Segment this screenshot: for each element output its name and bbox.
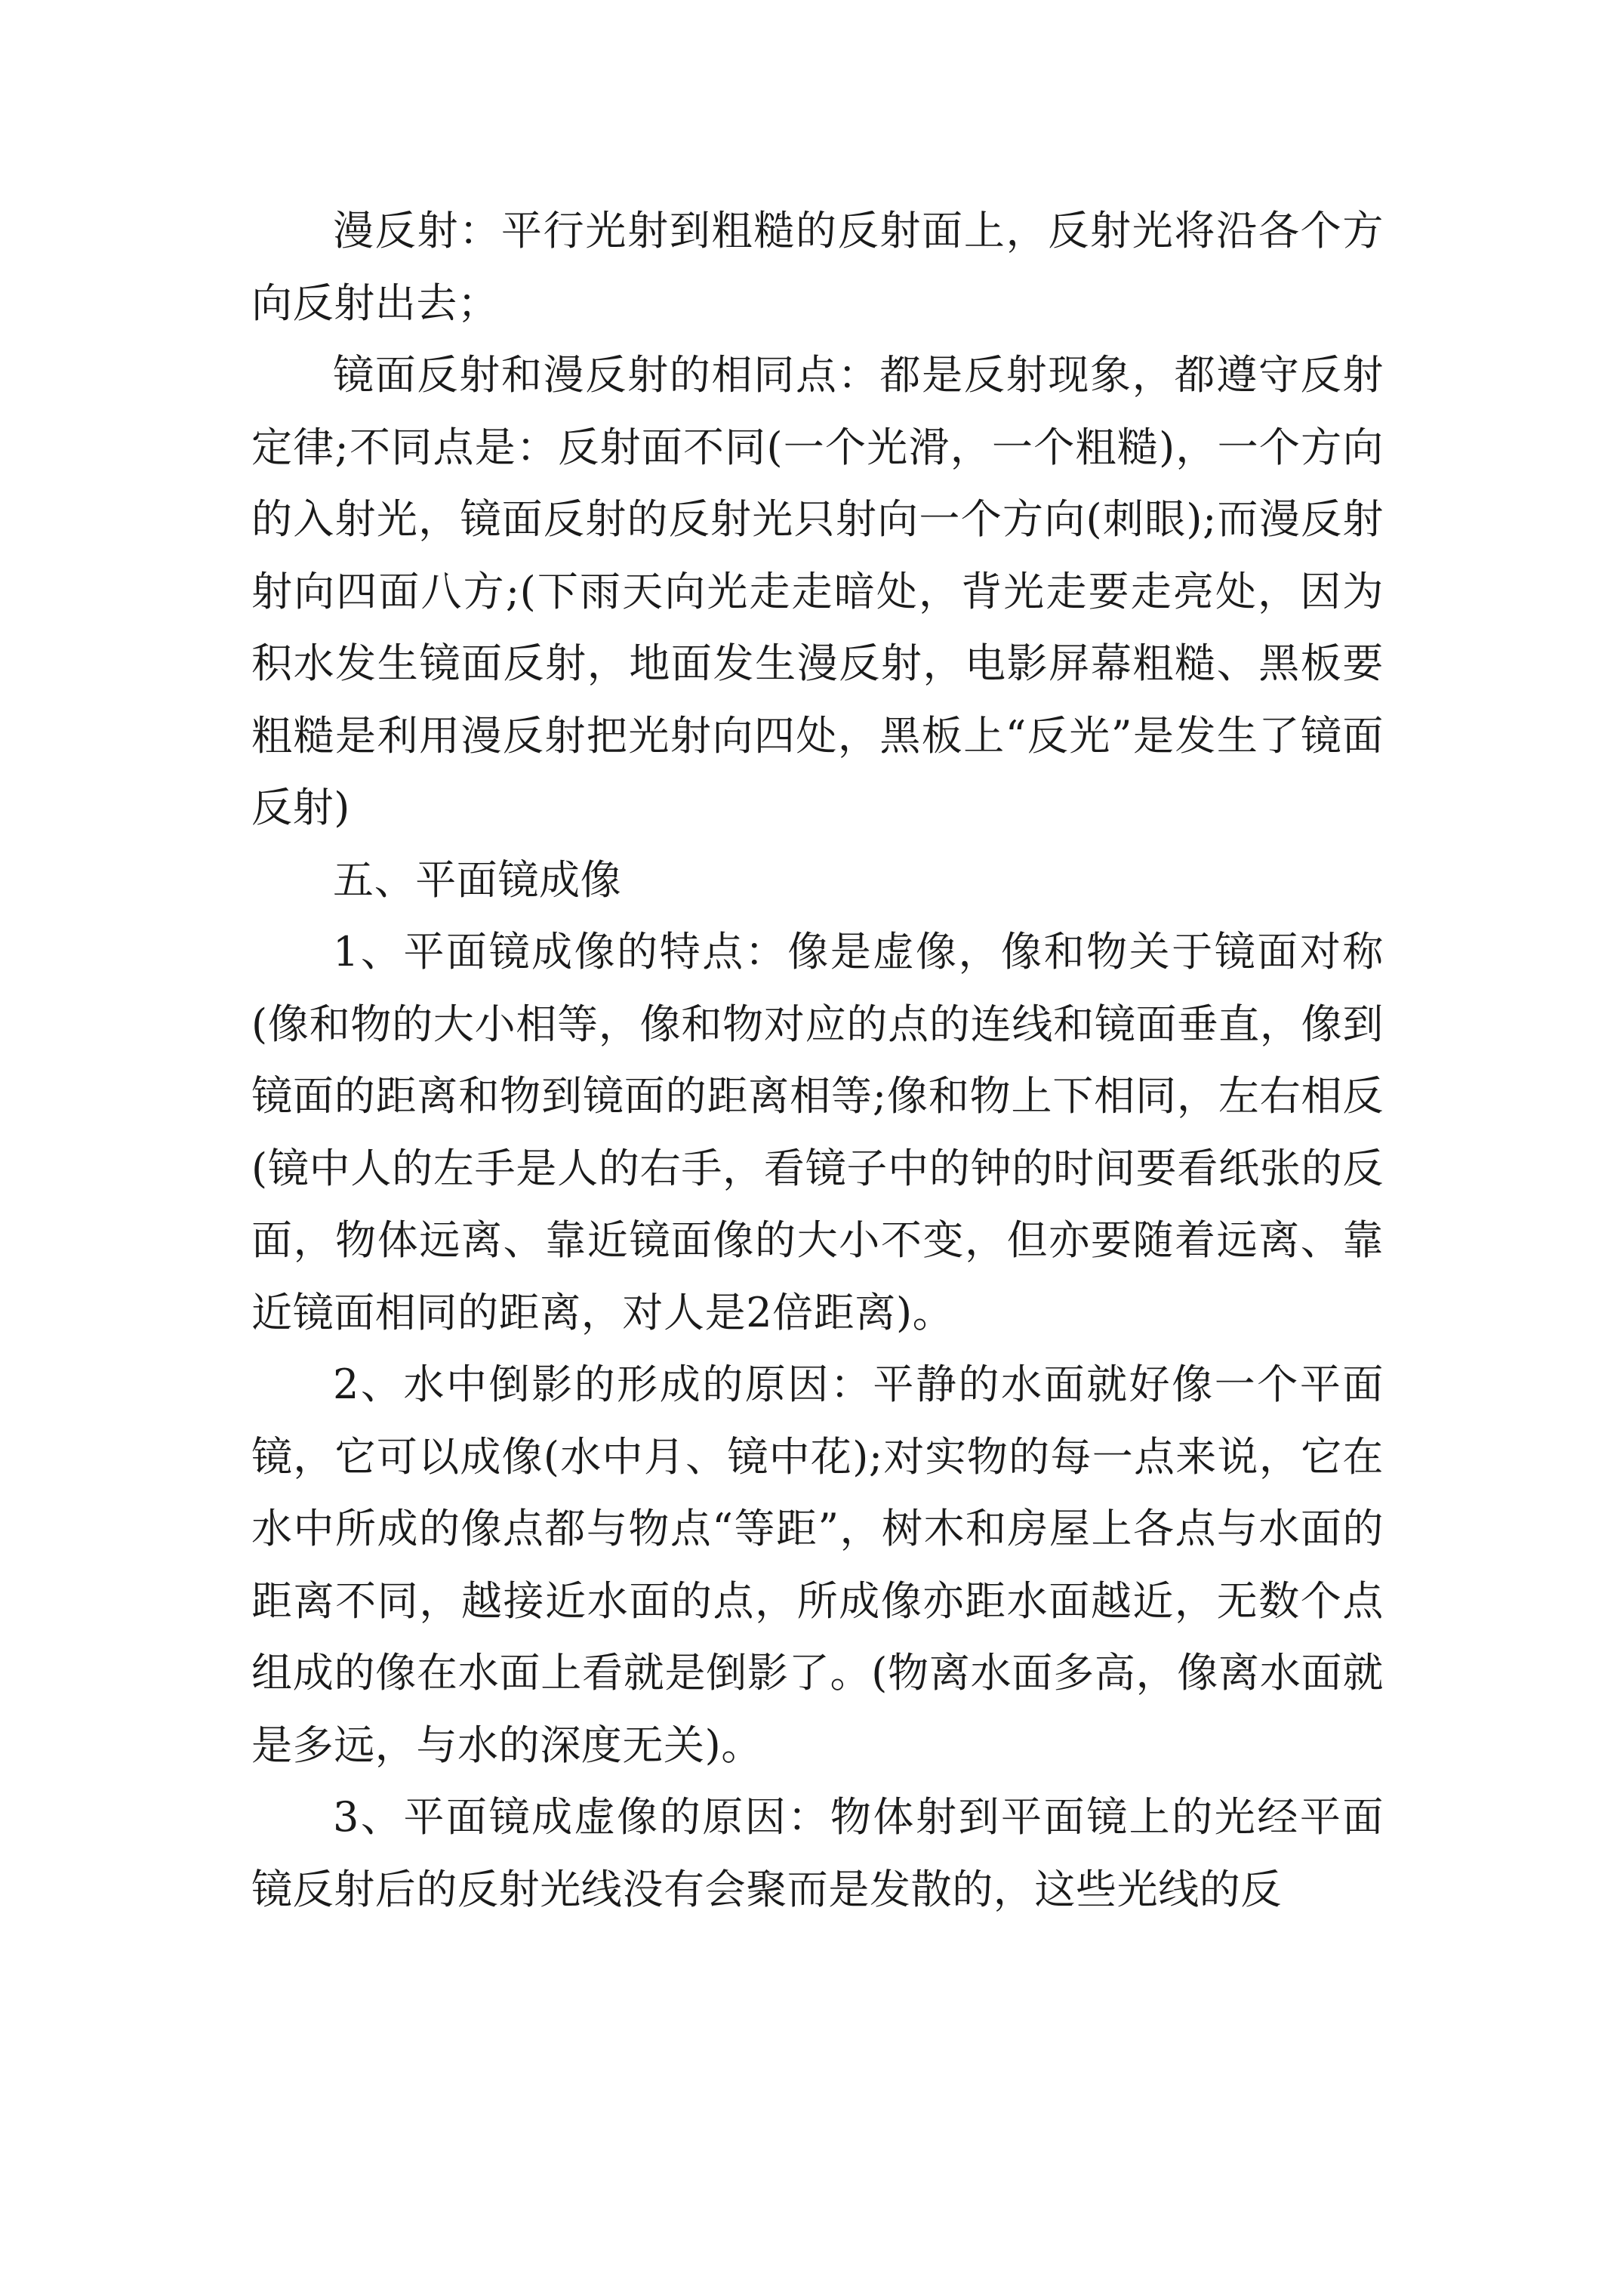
section-heading-plane-mirror: 五、平面镜成像 bbox=[333, 855, 622, 904]
paragraph-specular-vs-diffuse: 镜面反射和漫反射的相同点：都是反射现象，都遵守反射定律;不同点是：反射面不同(一个光滑，一个粗糙)，一个方向的入射光，镜面反射的反射光只射向一个方向(刺眼);而漫反射射向四面八方;(下雨天向光走走暗处，背光走要走亮处，因为积水发生镜面反射，地面发生漫反射，电影屏幕粗糙、黑板要粗糙是利用漫反射把光射向四处，黑板上“反光”是发生了镜面反射) bbox=[251, 351, 1384, 831]
paragraph-diffuse-reflection: 漫反射：平行光射到粗糙的反射面上，反射光将沿各个方向反射出去； bbox=[251, 207, 1384, 327]
paragraph-virtual-image-reason: 3、平面镜成虚像的原因：物体射到平面镜上的光经平面镜反射后的反射光线没有会聚而是发散的，这些光线的反 bbox=[251, 1793, 1384, 1913]
paragraph-water-reflection: 2、水中倒影的形成的原因：平静的水面就好像一个平面镜，它可以成像(水中月、镜中花);对实物的每一点来说，它在水中所成的像点都与物点“等距”，树木和房屋上各点与水面的距离不同，越接近水面的点，所成像亦距水面越近，无数个点组成的像在水面上看就是倒影了。(物离水面多高，像离水面就是多远，与水的深度无关)。 bbox=[251, 1361, 1384, 1769]
paragraph-mirror-image-features: 1、平面镜成像的特点：像是虚像，像和物关于镜面对称(像和物的大小相等，像和物对应的点的连线和镜面垂直，像到镜面的距离和物到镜面的距离相等;像和物上下相同，左右相反(镜中人的左手是人的右手，看镜子中的钟的时间要看纸张的反面，物体远离、靠近镜面像的大小不变，但亦要随着远离、靠近镜面相同的距离，对人是2倍距离)。 bbox=[251, 928, 1384, 1336]
document-body bbox=[251, 195, 1384, 1925]
